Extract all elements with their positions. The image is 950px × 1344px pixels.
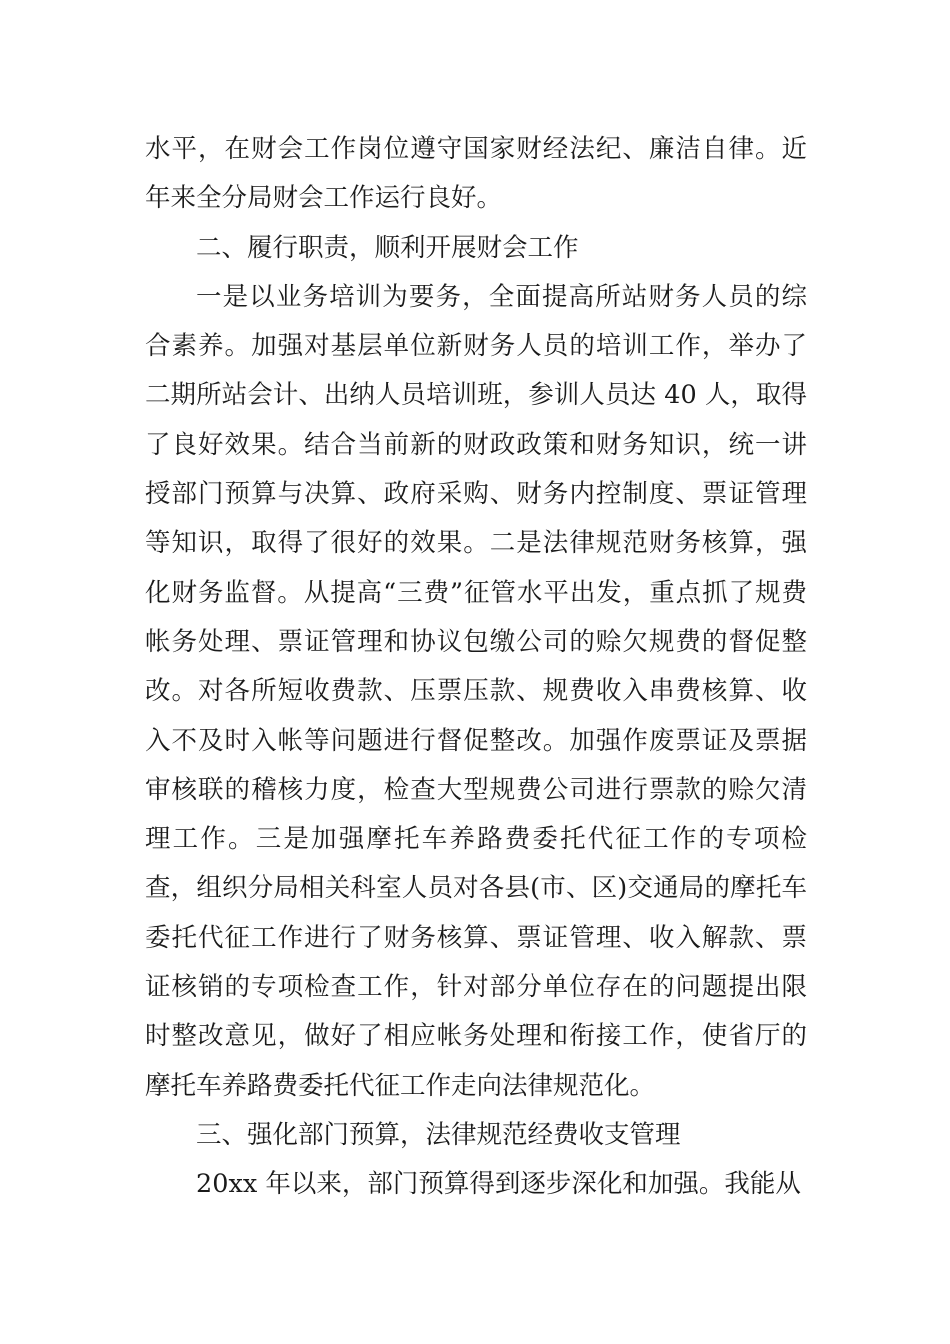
paragraph-continuation: 水平，在财会工作岗位遵守国家财经法纪、廉洁自律。近年来全分局财会工作运行良好。 xyxy=(145,134,807,214)
paragraph-section-3-body: 20xx 年以来，部门预算得到逐步深化和加强。我能从 xyxy=(196,1169,801,1200)
document-body xyxy=(145,125,807,1210)
section-heading-3: 三、强化部门预算，法律规范经费收支管理 xyxy=(196,1119,681,1150)
paragraph-section-2-body: 一是以业务培训为要务，全面提高所站财务人员的综合素养。加强对基层单位新财务人员的培训工作，举办了二期所站会计、出纳人员培训班，参训人员达 40 人，取得了良好效果。结合当前新的财政政策和财务知识，统一讲授部门预算与决算、政府采购、财务内控制度、票证管理等知识，取得了很好的效果。二是法律规范财务核算，强化财务监督。从提高“三费”征管水平出发，重点抓了规费帐务处理、票证管理和协议包缴公司的赊欠规费的督促整改。对各所短收费款、压票压款、规费收入串费核算、收入不及时入帐等问题进行督促整改。加强作废票证及票据审核联的稽核力度，检查大型规费公司进行票款的赊欠清理工作。三是加强摩托车养路费委托代征工作的专项检查，组织分局相关科室人员对各县(市、区)交通局的摩托车委托代征工作进行了财务核算、票证管理、收入解款、票证核销的专项检查工作，针对部分单位存在的问题提出限时整改意见，做好了相应帐务处理和衔接工作，使省厅的摩托车养路费委托代征工作走向法律规范化。 xyxy=(145,281,807,1101)
section-heading-2: 二、履行职责，顺利开展财会工作 xyxy=(196,232,579,263)
